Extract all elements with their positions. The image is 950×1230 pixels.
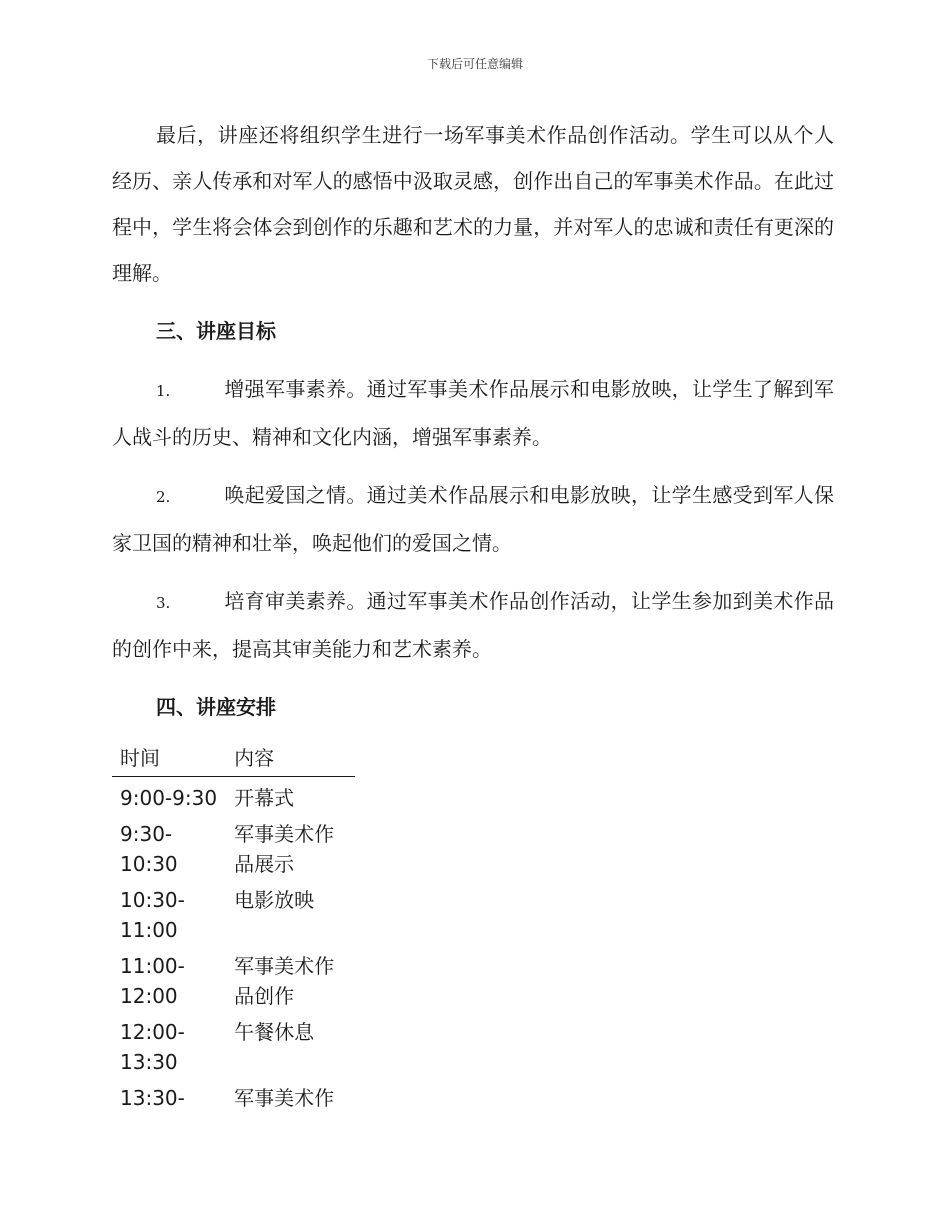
table-row — [112, 879, 355, 945]
document-body — [112, 112, 834, 1113]
table-row — [112, 1011, 355, 1077]
content-cell: 电影放映 — [234, 888, 315, 912]
time-cell: 13:30- — [120, 1086, 185, 1110]
intro-paragraph: 最后，讲座还将组织学生进行一场军事美术作品创作活动。学生可以从个人经历、亲人传承和对军人的感悟中汲取灵感，创作出自己的军事美术作品。在此过程中，学生将会体会到创作的乐趣和艺术的力量，并对军人的忠诚和责任有更深的理解。 — [112, 123, 834, 285]
goal-text: 增强军事素养。通过军事美术作品展示和电影放映，让学生了解到军人战斗的历史、精神和文化内涵，增强军事素养。 — [112, 377, 834, 449]
column-header-content: 内容 — [226, 744, 355, 777]
goal-text: 培育审美素养。通过军事美术作品创作活动，让学生参加到美术作品的创作中来，提高其审美能力和艺术素养。 — [112, 589, 834, 661]
table-row — [112, 777, 355, 814]
content-cell: 开幕式 — [234, 786, 295, 810]
goal-item-1 — [112, 366, 834, 460]
time-cell: 9:00-9:30 — [120, 786, 218, 810]
table-row — [112, 945, 355, 1011]
content-cell: 军事美术作品展示 — [234, 822, 335, 876]
table-row — [112, 813, 355, 879]
goal-item-2 — [112, 472, 834, 566]
time-cell: 11:00-12:00 — [120, 954, 185, 1008]
table-row — [112, 1077, 355, 1113]
time-cell: 12:00-13:30 — [120, 1020, 185, 1074]
goal-number: 1. — [156, 382, 171, 400]
schedule-table — [112, 744, 355, 1113]
goal-item-3 — [112, 578, 834, 672]
page-header: 下载后可任意编辑 — [426, 57, 523, 71]
content-cell: 午餐休息 — [234, 1020, 315, 1044]
goal-number: 2. — [156, 488, 171, 506]
content-cell: 军事美术作 — [234, 1086, 335, 1110]
time-cell: 9:30-10:30 — [120, 822, 178, 876]
time-cell: 10:30-11:00 — [120, 888, 185, 942]
section-heading-goals: 三、讲座目标 — [156, 319, 276, 343]
content-cell: 军事美术作品创作 — [234, 954, 335, 1008]
column-header-time: 时间 — [112, 744, 226, 777]
table-header-row — [112, 744, 355, 777]
goal-text: 唤起爱国之情。通过美术作品展示和电影放映，让学生感受到军人保家卫国的精神和壮举，唤起他们的爱国之情。 — [112, 483, 834, 555]
section-heading-schedule: 四、讲座安排 — [156, 695, 276, 719]
goal-number: 3. — [156, 594, 171, 612]
